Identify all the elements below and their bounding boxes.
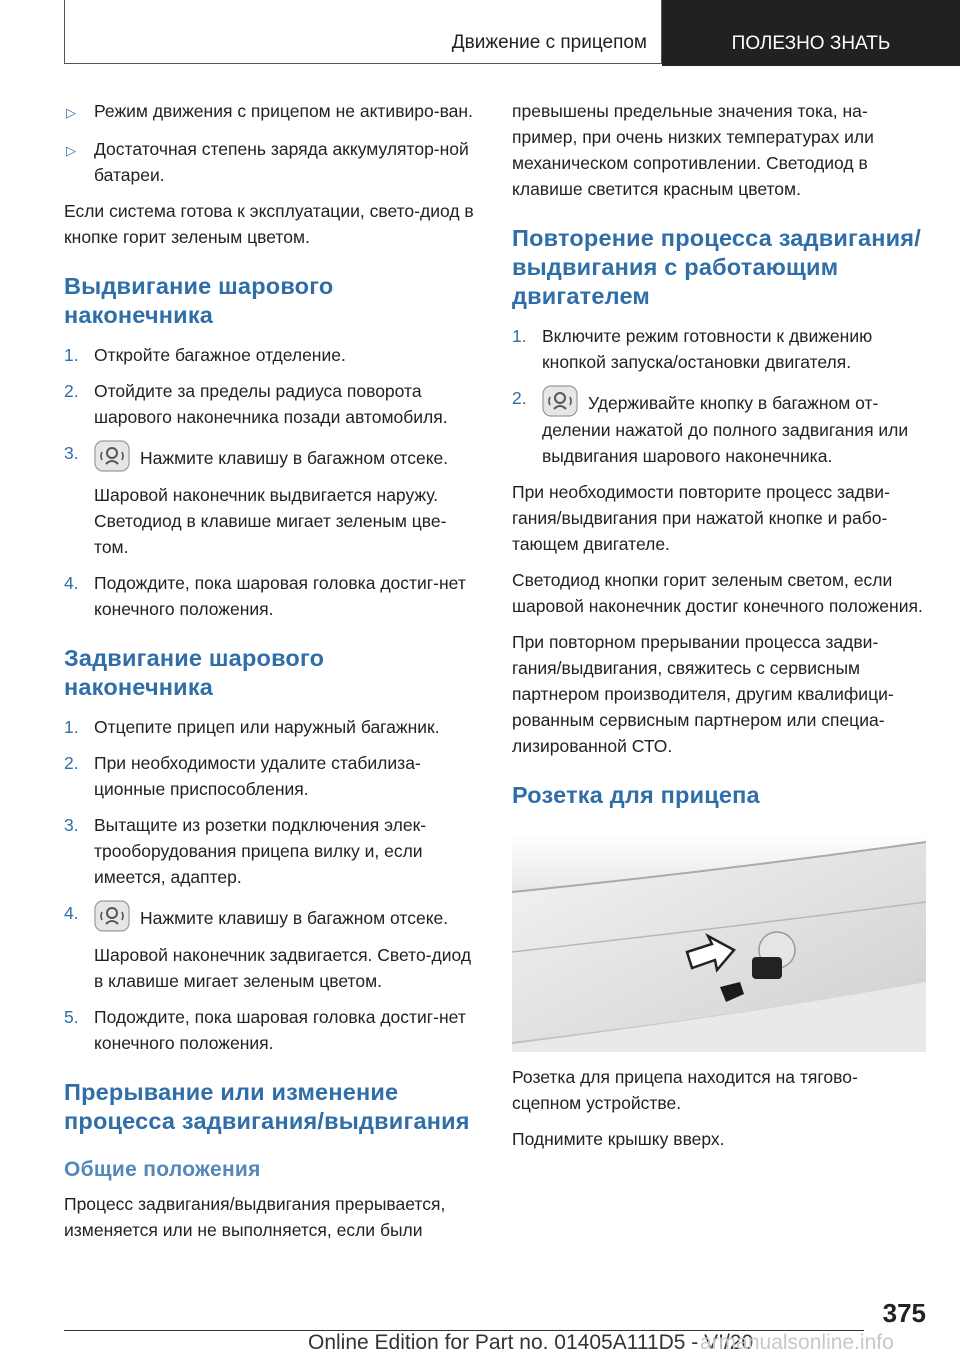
step-item bbox=[64, 900, 478, 994]
bullet-text: Достаточная степень заряда аккумулятор-ной батареи. bbox=[94, 139, 469, 185]
list-item bbox=[64, 136, 478, 188]
interrupt-heading: Прерывание или изменение процесса задвигания/выдвигания bbox=[64, 1079, 470, 1134]
step-item bbox=[64, 714, 478, 740]
step-text: Включите режим готовности к движению кнопкой запуска/остановки двигателя. bbox=[542, 326, 873, 372]
triangle-bullet-icon: ▷ bbox=[66, 143, 76, 158]
extend-heading: Выдвигание шарового наконечника bbox=[64, 273, 334, 328]
step-text: Откройте багажное отделение. bbox=[94, 345, 346, 365]
interrupt-paragraph: Процесс задвигания/выдвигания прерывается, изменяется или не выполняется, если были bbox=[64, 1194, 446, 1240]
page-header bbox=[64, 0, 960, 66]
step-item bbox=[64, 570, 478, 622]
step-item bbox=[64, 750, 478, 802]
step-text: Отойдите за пределы радиуса поворота шарового наконечника позади автомобиля. bbox=[94, 381, 448, 427]
step-text: Отцепите прицеп или наружный багажник. bbox=[94, 717, 440, 737]
left-column bbox=[64, 98, 478, 1253]
general-subheading: Общие положения bbox=[64, 1158, 261, 1181]
ready-paragraph: Если система готова к эксплуатации, свето-диод в кнопке горит зеленым цветом. bbox=[64, 201, 474, 247]
retract-heading: Задвигание шарового наконечника bbox=[64, 645, 325, 700]
paragraph: При повторном прерывании процесса задви-гания/выдвигания, свяжитесь с сервисным партнером производителя, другим квалифици-рованным сервисным партнером или специа-лизированной СТО. bbox=[512, 632, 894, 756]
step-number: 2. bbox=[64, 753, 79, 773]
step-item bbox=[64, 342, 478, 368]
bullet-text: Режим движения с прицепом не активиро-ван. bbox=[94, 101, 473, 121]
step-number: 5. bbox=[64, 1007, 79, 1027]
edition-text: Online Edition for Part no. 01405A111D5 - VI/20 bbox=[308, 1331, 754, 1354]
step-text: Подождите, пока шаровая головка достиг-нет конечного положения. bbox=[94, 573, 466, 619]
paragraph: Поднимите крышку вверх. bbox=[512, 1129, 725, 1149]
list-item bbox=[64, 98, 478, 126]
step-number: 1. bbox=[512, 326, 527, 346]
section-title: Движение с прицепом bbox=[451, 32, 647, 53]
step-number: 1. bbox=[64, 717, 79, 737]
section-tab bbox=[64, 0, 662, 64]
chapter-tab bbox=[662, 0, 960, 66]
step-number: 4. bbox=[64, 573, 79, 593]
step-number: 1. bbox=[64, 345, 79, 365]
trailer-socket-photo bbox=[512, 832, 926, 1052]
step-text: Подождите, пока шаровая головка достиг-нет конечного положения. bbox=[94, 1007, 466, 1053]
step-number: 3. bbox=[64, 443, 79, 463]
page-number: 375 bbox=[882, 1298, 926, 1328]
step-item bbox=[64, 812, 478, 890]
step-text: Нажмите клавишу в багажном отсеке. bbox=[140, 448, 449, 468]
step-text: Удерживайте кнопку в багажном от-делении нажатой до полного задвигания или выдвигания шарового наконечника. bbox=[542, 393, 909, 466]
tow-hitch-button-icon bbox=[94, 900, 130, 932]
step-number: 4. bbox=[64, 903, 79, 923]
right-column bbox=[512, 98, 926, 1162]
paragraph: При необходимости повторите процесс задви-гания/выдвигания при нажатой кнопке и рабо-тающем двигателе. bbox=[512, 482, 890, 554]
step-item bbox=[64, 440, 478, 560]
step-text: Нажмите клавишу в багажном отсеке. bbox=[140, 908, 449, 928]
chapter-title: ПОЛЕЗНО ЗНАТЬ bbox=[731, 33, 891, 54]
step-item bbox=[64, 1004, 478, 1056]
step-text: Вытащите из розетки подключения элек-трооборудования прицепа вилку и, если имеется, адаптер. bbox=[94, 815, 427, 887]
paragraph: Светодиод кнопки горит зеленым светом, если шаровой наконечник достиг конечного положения. bbox=[512, 570, 923, 616]
step-item bbox=[512, 323, 926, 375]
tow-hitch-button-icon bbox=[542, 385, 578, 417]
step-number: 2. bbox=[512, 388, 527, 408]
repeat-heading: Повторение процесса задвигания/выдвигания с работающим двигателем bbox=[512, 225, 921, 309]
watermark-text: armanualsonline.info bbox=[700, 1331, 894, 1354]
step-number: 3. bbox=[64, 815, 79, 835]
step-text: При необходимости удалите стабилиза-ционные приспособления. bbox=[94, 753, 421, 799]
step-note: Шаровой наконечник задвигается. Свето-диод в клавише мигает зеленым цветом. bbox=[94, 945, 472, 991]
tow-hitch-button-icon bbox=[94, 440, 130, 472]
step-item bbox=[64, 378, 478, 430]
triangle-bullet-icon: ▷ bbox=[66, 105, 76, 120]
step-item bbox=[512, 385, 926, 469]
step-note: Шаровой наконечник выдвигается наружу. Светодиод в клавише мигает зеленым цве-том. bbox=[94, 485, 447, 557]
step-number: 2. bbox=[64, 381, 79, 401]
paragraph: Розетка для прицепа находится на тягово-сцепном устройстве. bbox=[512, 1067, 858, 1113]
continued-paragraph: превышены предельные значения тока, на-пример, при очень низких температурах или механическом сопротивлении. Светодиод в клавише светится красным цветом. bbox=[512, 101, 874, 199]
socket-heading: Розетка для прицепа bbox=[512, 782, 760, 808]
